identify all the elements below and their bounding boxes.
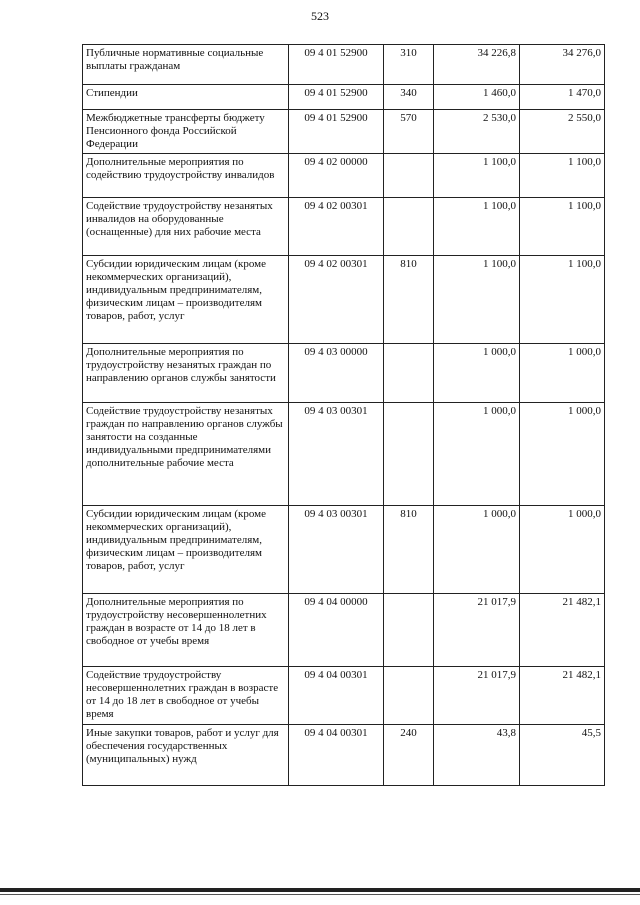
row-value-1: 1 100,0 [434, 256, 520, 344]
row-name: Субсидии юридическим лицам (кроме некоммерческих организаций), индивидуальным предпринимателям, физическим лицам – производителям товаров, работ, услуг [83, 256, 289, 344]
row-value-1: 1 100,0 [434, 198, 520, 256]
row-value-1: 34 226,8 [434, 45, 520, 85]
row-code: 09 4 03 00301 [289, 403, 384, 506]
row-type: 570 [384, 110, 434, 154]
row-value-1: 21 017,9 [434, 667, 520, 725]
table-row [83, 725, 605, 786]
table-row [83, 154, 605, 198]
row-value-2: 1 100,0 [520, 198, 605, 256]
row-value-1: 1 000,0 [434, 506, 520, 594]
row-value-2: 21 482,1 [520, 667, 605, 725]
row-type [384, 667, 434, 725]
row-type [384, 594, 434, 667]
row-name: Межбюджетные трансферты бюджету Пенсионного фонда Российской Федерации [83, 110, 289, 154]
row-name: Дополнительные мероприятия по трудоустройству незанятых граждан по направлению органов службы занятости [83, 344, 289, 403]
row-value-1: 1 460,0 [434, 85, 520, 110]
table-row [83, 594, 605, 667]
row-code: 09 4 04 00301 [289, 725, 384, 786]
row-value-1: 21 017,9 [434, 594, 520, 667]
row-code: 09 4 02 00301 [289, 198, 384, 256]
row-value-2: 1 000,0 [520, 506, 605, 594]
scan-bottom-edge [0, 888, 640, 892]
row-type: 240 [384, 725, 434, 786]
table-row [83, 45, 605, 85]
row-code: 09 4 03 00301 [289, 506, 384, 594]
row-value-2: 34 276,0 [520, 45, 605, 85]
table-row [83, 667, 605, 725]
row-name: Содействие трудоустройству незанятых инвалидов на оборудованные (оснащенные) для них рабочие места [83, 198, 289, 256]
row-value-2: 1 000,0 [520, 344, 605, 403]
table-row [83, 256, 605, 344]
row-value-1: 2 530,0 [434, 110, 520, 154]
row-type [384, 403, 434, 506]
row-type: 310 [384, 45, 434, 85]
table-row [83, 85, 605, 110]
row-name: Содействие трудоустройству несовершеннолетних граждан в возрасте от 14 до 18 лет в свободное от учебы время [83, 667, 289, 725]
table-row [83, 344, 605, 403]
table-row [83, 198, 605, 256]
row-value-2: 45,5 [520, 725, 605, 786]
row-name: Публичные нормативные социальные выплаты гражданам [83, 45, 289, 85]
row-value-2: 1 100,0 [520, 256, 605, 344]
row-name: Дополнительные мероприятия по содействию трудоустройству инвалидов [83, 154, 289, 198]
row-code: 09 4 02 00301 [289, 256, 384, 344]
row-code: 09 4 01 52900 [289, 45, 384, 85]
row-value-2: 1 100,0 [520, 154, 605, 198]
table-row [83, 403, 605, 506]
row-value-2: 2 550,0 [520, 110, 605, 154]
row-value-1: 1 000,0 [434, 403, 520, 506]
row-name: Иные закупки товаров, работ и услуг для обеспечения государственных (муниципальных) нужд [83, 725, 289, 786]
row-name: Субсидии юридическим лицам (кроме некоммерческих организаций), индивидуальным предпринимателям, физическим лицам – производителям товаров, работ, услуг [83, 506, 289, 594]
scan-bottom-edge-line [0, 894, 640, 895]
row-value-1: 43,8 [434, 725, 520, 786]
row-code: 09 4 01 52900 [289, 110, 384, 154]
row-code: 09 4 01 52900 [289, 85, 384, 110]
row-type [384, 154, 434, 198]
row-name: Стипендии [83, 85, 289, 110]
row-code: 09 4 04 00000 [289, 594, 384, 667]
row-type: 810 [384, 506, 434, 594]
row-code: 09 4 04 00301 [289, 667, 384, 725]
row-type [384, 344, 434, 403]
budget-table [82, 44, 605, 786]
row-type: 810 [384, 256, 434, 344]
row-type [384, 198, 434, 256]
row-value-1: 1 000,0 [434, 344, 520, 403]
table-row [83, 506, 605, 594]
row-value-1: 1 100,0 [434, 154, 520, 198]
page-number: 523 [311, 9, 329, 23]
row-value-2: 1 470,0 [520, 85, 605, 110]
row-value-2: 21 482,1 [520, 594, 605, 667]
table-row [83, 110, 605, 154]
row-name: Дополнительные мероприятия по трудоустройству несовершеннолетних граждан в возрасте от 14 до 18 лет в свободное от учебы время [83, 594, 289, 667]
row-code: 09 4 03 00000 [289, 344, 384, 403]
row-type: 340 [384, 85, 434, 110]
row-value-2: 1 000,0 [520, 403, 605, 506]
row-name: Содействие трудоустройству незанятых граждан по направлению органов службы занятости на созданные индивидуальными предпринимателями дополнительные рабочие места [83, 403, 289, 506]
row-code: 09 4 02 00000 [289, 154, 384, 198]
